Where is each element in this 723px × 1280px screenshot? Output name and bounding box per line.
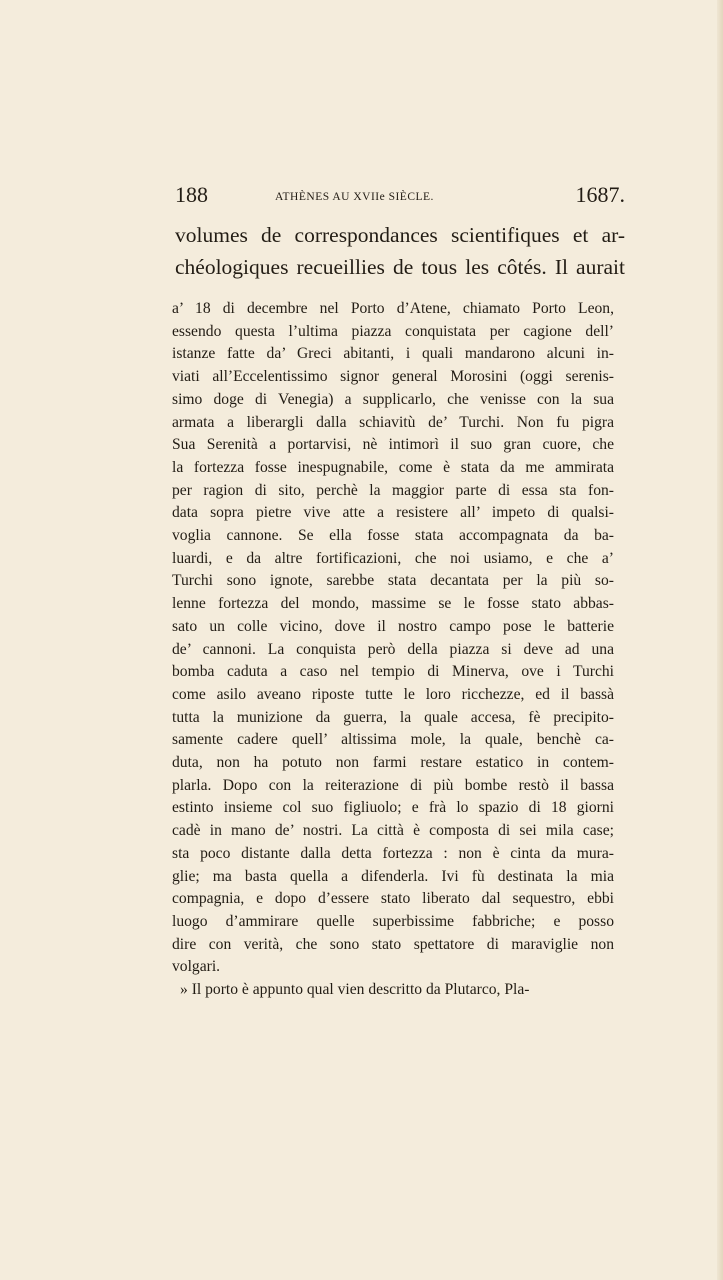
quote-line: de’ cannoni. La conquista però della piazza si deve ad una	[172, 640, 614, 658]
quote-line: per ragion di sito, perchè la maggior parte di essa sta fon-	[172, 481, 614, 499]
quote-line: a’ 18 di decembre nel Porto d’Atene, chiamato Porto Leon,	[172, 300, 614, 317]
quote-line: sato un colle vicino, dove il nostro campo pose le batterie	[172, 617, 614, 635]
quote-line: essendo questa l’ultima piazza conquistata per cagione dell’	[172, 322, 614, 340]
quote-line: plarla. Dopo con la reiterazione di più bombe restò il bassa	[172, 776, 614, 794]
quote-line: lenne fortezza del mondo, massime se le fosse stato abbas-	[172, 595, 614, 613]
quote-line: bomba caduta a caso nel tempio di Minerva, ove i Turchi	[172, 663, 614, 681]
quote-line: cadè in mano de’ nostri. La città è composta di sei mila case;	[172, 822, 614, 840]
quote-line: volgari.	[172, 958, 221, 976]
body-line: chéologiques recueillies de tous les côtés. Il aurait	[175, 255, 625, 279]
quote-line: » Il porto è appunto qual vien descritto da Plutarco, Pla-	[180, 981, 530, 999]
quote-line: istanze fatte da’ Greci abitanti, i quali mandarono alcuni in-	[172, 345, 614, 363]
quote-line: compagnia, e dopo d’essere stato liberato dal sequestro, ebbi	[172, 890, 614, 908]
quote-line: sta poco distante dalla detta fortezza : non è cinta da mura-	[172, 844, 614, 862]
quote-line: tutta la munizione da guerra, la quale accesa, fè precipito-	[172, 708, 614, 726]
quote-line: simo doge di Venegia) a supplicarlo, che venisse con la sua	[172, 390, 614, 408]
quote-line: la fortezza fosse inespugnabile, come è stata da me ammirata	[172, 458, 614, 476]
running-title: ATHÈNES AU XVIIe SIÈCLE.	[275, 191, 434, 203]
quote-line: glie; ma basta quella a difenderla. Ivi fù destinata la mia	[172, 867, 614, 885]
quote-line: data sopra pietre vive atte a resistere all’ impeto di qualsi-	[172, 504, 614, 522]
quote-line: samente cadere quell’ altissima mole, la quale, benchè ca-	[172, 731, 614, 749]
body-line: volumes de correspondances scientifiques et ar-	[175, 223, 625, 247]
body-paragraph	[175, 219, 625, 283]
quote-line: Sua Serenità a portarvisi, nè intimorì il suo gran cuore, che	[172, 436, 614, 454]
page-number: 188	[175, 182, 208, 207]
quoted-passage	[172, 298, 614, 1002]
quote-line: luardi, e da altre fortificazioni, che noi usiamo, e che a’	[172, 549, 614, 567]
running-header	[175, 182, 625, 214]
quote-line: duta, non ha potuto non farmi restare estatico in contem-	[172, 754, 614, 772]
quote-line: dire con verità, che sono stato spettatore di maraviglie non	[172, 935, 614, 953]
quote-line: armata a liberargli dalla schiavitù de’ Turchi. Non fu pigra	[172, 413, 614, 431]
header-year: 1687.	[575, 182, 625, 207]
page-edge	[717, 0, 723, 1280]
quote-line: viati all’Eccelentissimo signor general Morosini (oggi serenis-	[172, 368, 614, 386]
quote-line: estinto insieme col suo figliuolo; e frà lo spazio di 18 giorni	[172, 799, 614, 817]
quote-line: luogo d’ammirare quelle superbissime fabbriche; e posso	[172, 912, 614, 930]
quote-line: Turchi sono ignote, sarebbe stata decantata per la più so-	[172, 572, 614, 590]
quote-line: come asilo aveano riposte tutte le loro ricchezze, ed il bassà	[172, 685, 614, 703]
quote-line: voglia cannone. Se ella fosse stata accompagnata da ba-	[172, 527, 614, 545]
